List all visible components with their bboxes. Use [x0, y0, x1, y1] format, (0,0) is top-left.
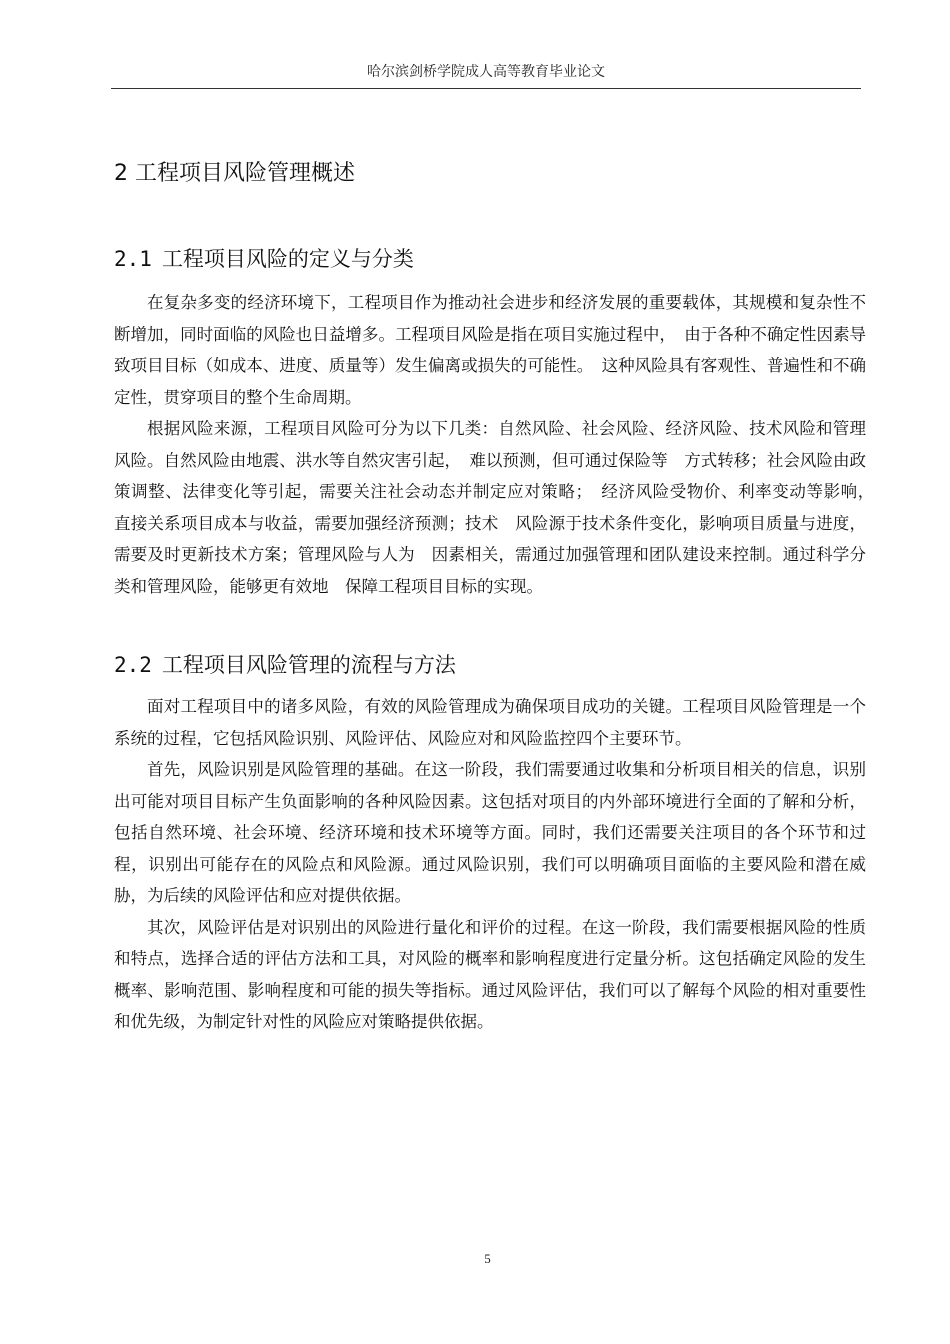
body-paragraph: 根据风险来源，工程项目风险可分为以下几类：自然风险、社会风险、经济风险、技术风险和管理风险。自然风险由地震、洪水等自然灾害引起， 难以预测，但可通过保险等 方式转移；社会风险由政策调整、法律变化等引起，需要关注社会动态并制定应对策略； 经济风险受物价、利率变动等影响， 直接关系项目成本与收益，需要加强经济预测；技术 风险源于技术条件变化，影响项目质量与进度，需要及时更新技术方案；管理风险与人为 因素相关，需通过加强管理和团队建设来控制。通过科学分类和管理风险，能够更有效地 保障工程项目目标的实现。	[114, 419, 883, 596]
body-paragraph: 首先，风险识别是风险管理的基础。在这一阶段，我们需要通过收集和分析项目相关的信息，识别出可能对项目目标产生负面影响的各种风险因素。这包括对项目的内外部环境进行全面的了解和分析，包括自然环境、社会环境、经济环境和技术环境等方面。同时，我们还需要关注项目的各个环节和过程，识别出可能存在的风险点和风险源。通过风险识别，我们可以明确项目面临的主要风险和潜在威胁，为后续的风险评估和应对提供依据。	[114, 760, 866, 905]
body-paragraph: 在复杂多变的经济环境下，工程项目作为推动社会进步和经济发展的重要载体，其规模和复杂性不断增加，同时面临的风险也日益增多。工程项目风险是指在项目实施过程中， 由于各种不确定性因素导致项目目标（如成本、进度、质量等）发生偏离或损失的可能性。 这种风险具有客观性、普遍性和不确定性，贯穿项目的整个生命周期。	[114, 293, 866, 407]
section-2-2-body	[114, 691, 866, 1038]
section-title: 工程项目风险管理的流程与方法	[161, 653, 456, 677]
section-number: 2.1	[114, 247, 152, 271]
body-paragraph: 面对工程项目中的诸多风险，有效的风险管理成为确保项目成功的关键。工程项目风险管理是一个系统的过程，它包括风险识别、风险评估、风险应对和风险监控四个主要环节。	[114, 697, 866, 748]
header-divider	[111, 88, 861, 89]
section-number: 2.2	[114, 653, 152, 677]
section-heading-2-1	[114, 244, 414, 274]
section-2-1-body	[114, 287, 883, 602]
section-title: 工程项目风险的定义与分类	[161, 247, 414, 271]
page-header-title: 哈尔滨剑桥学院成人高等教育毕业论文	[367, 64, 605, 80]
chapter-heading: 2 工程项目风险管理概述	[114, 161, 355, 186]
section-heading-2-2	[114, 650, 456, 680]
page-number: 5	[484, 1251, 491, 1266]
body-paragraph: 其次，风险评估是对识别出的风险进行量化和评价的过程。在这一阶段，我们需要根据风险的性质和特点，选择合适的评估方法和工具，对风险的概率和影响程度进行定量分析。这包括确定风险的发生概率、影响范围、影响程度和可能的损失等指标。通过风险评估，我们可以了解每个风险的相对重要性和优先级，为制定针对性的风险应对策略提供依据。	[114, 917, 866, 1031]
